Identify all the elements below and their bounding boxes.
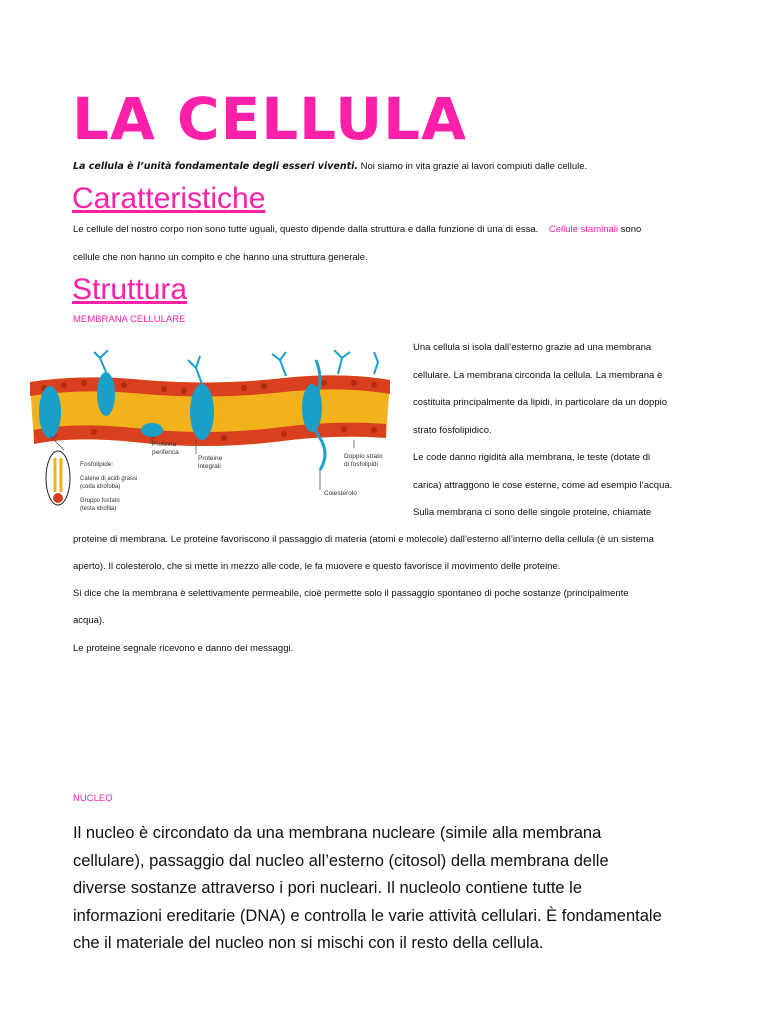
membrana-full-line-4: acqua). xyxy=(73,615,105,626)
subheading-membrana-cellulare: MEMBRANA CELLULARE xyxy=(73,314,186,325)
label-catene: Catene di acidi grassi xyxy=(80,476,138,482)
integral-protein-1 xyxy=(39,386,61,438)
label-proteina-1: Proteina xyxy=(152,441,177,448)
membrana-full-line-5: Le proteine segnale ricevono e danno dei messaggi. xyxy=(73,643,294,654)
cellule-staminali-highlight: Cellule staminali xyxy=(548,224,619,235)
nucleo-line-4: informazioni ereditarie (DNA) e controlla le varie attività cellulari. È fondamentale xyxy=(73,906,662,925)
phosphate-head xyxy=(53,493,63,503)
nucleo-paragraph xyxy=(73,820,713,958)
integral-protein-3 xyxy=(190,384,214,440)
intro-paragraph xyxy=(73,160,587,174)
intro-bold: La cellula è l’unità fondamentale degli esseri viventi. xyxy=(73,161,359,172)
nucleo-line-1: Il nucleo è circondato da una membrana nucleare (simile alla membrana xyxy=(73,824,602,842)
membrana-right-line-3: costituita principalmente da lipidi, in particolare da un doppio xyxy=(413,397,668,408)
label-proteina-2: periferica xyxy=(152,449,179,456)
membrana-right-line-2: cellulare. La membrana circonda la cellula. La membrana è xyxy=(413,370,663,381)
peripheral-protein xyxy=(141,423,163,437)
membrana-right-line-4: strato fosfolipidico. xyxy=(413,425,492,436)
membrana-right-line-6: carica) attraggono le cose esterne, come ad esempio l’acqua. xyxy=(413,480,673,491)
label-coda: (coda idrofoba) xyxy=(80,484,121,490)
subheading-nucleo: NUCLEO xyxy=(73,793,113,804)
nucleo-line-2: cellulare), passaggio dal nucleo all’esterno (citosol) della membrana delle xyxy=(73,851,609,870)
label-fosfolipide: Fosfolipide: xyxy=(80,461,114,468)
nucleo-line-5: che il materiale del nucleo non si mischi con il resto della cellula. xyxy=(73,934,544,952)
intro-rest: Noi siamo in vita grazie ai lavori compiuti dalle cellule. xyxy=(358,161,588,172)
label-doppio-1: Doppio strato xyxy=(344,453,383,460)
label-doppio-2: di fosfolipidi xyxy=(344,461,378,468)
caratteristiche-text-c: sono xyxy=(618,224,642,235)
cell-membrane-diagram xyxy=(24,350,396,518)
label-gruppo: Gruppo fosfato xyxy=(80,498,120,504)
integral-protein-2 xyxy=(97,372,115,416)
label-colesterolo: Colesterolo xyxy=(324,490,357,497)
label-testa: (testa idrofila) xyxy=(80,506,117,512)
nucleo-line-3: diverse sostanze attraverso i pori nucleari. Il nucleolo contiene tutte le xyxy=(73,879,583,897)
membrana-full-line-2: aperto). Il colesterolo, che si mette in mezzo alle code, le fa muovere e questo favorisce il movimento delle proteine. xyxy=(73,561,561,572)
heading-caratteristiche: Caratteristiche xyxy=(72,182,266,215)
label-integrali-1: Proteine xyxy=(198,455,223,462)
caratteristiche-text-a: Le cellule del nostro corpo non sono tutte uguali, questo dipende dalla struttura e dalla funzione di una di essa. xyxy=(73,224,539,235)
label-integrali-2: integrali xyxy=(198,463,221,470)
fatty-acid-tails xyxy=(55,458,61,492)
heading-struttura: Struttura xyxy=(72,273,188,306)
membrana-full-line-1: proteine di membrana. Le proteine favoriscono il passaggio di materia (atomi e molecole) dall’esterno all’interno della cellula (è un sistema xyxy=(73,534,654,545)
caratteristiche-line-1 xyxy=(73,223,641,237)
caratteristiche-line-2: cellule che non hanno un compito e che hanno una struttura generale. xyxy=(73,252,368,263)
membrana-right-line-7: Sulla membrana ci sono delle singole proteine, chiamate xyxy=(413,507,652,518)
page-title: LA CELLULA xyxy=(72,85,468,153)
membrana-full-line-3: Si dice che la membrana è selettivamente permeabile, cioè permette solo il passaggio spontaneo di poche sostanze (principalmente xyxy=(73,588,629,599)
membrana-right-line-5: Le code danno rigidità alla membrana, le teste (dotate di xyxy=(413,452,651,463)
membrana-right-line-1: Una cellula si isola dall’esterno grazie ad una membrana xyxy=(413,342,652,353)
